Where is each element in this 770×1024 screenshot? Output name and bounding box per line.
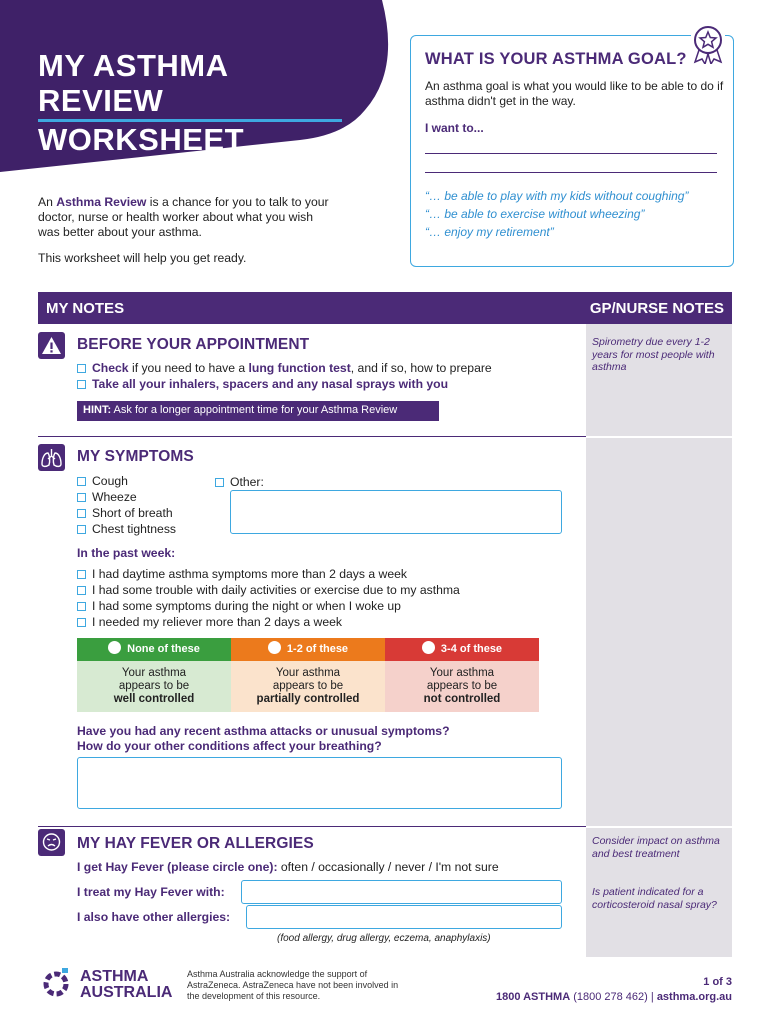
page-title: MY ASTHMA REVIEW WORKSHEET <box>38 48 342 157</box>
warning-icon <box>38 332 65 359</box>
happy-face-icon <box>108 641 121 654</box>
attacks-answer-field[interactable] <box>77 757 562 809</box>
asthma-goal-box <box>410 35 734 267</box>
neutral-face-icon <box>268 641 281 654</box>
footer-acknowledgement: Asthma Australia acknowledge the support of AstraZeneca. AstraZeneca have not been involved in the development of this resource. <box>187 969 399 1001</box>
hayfever-title: MY HAY FEVER OR ALLERGIES <box>77 835 314 852</box>
hayfever-treat-label: I treat my Hay Fever with: <box>77 885 225 899</box>
footer-brand: ASTHMA AUSTRALIA <box>80 968 173 1001</box>
checkbox[interactable] <box>77 380 86 389</box>
checkbox[interactable] <box>77 618 86 627</box>
checkbox[interactable] <box>77 570 86 579</box>
section-divider <box>38 436 586 437</box>
section-divider <box>38 826 586 827</box>
symptom-option[interactable]: Wheeze <box>77 489 137 505</box>
attacks-question-1: Have you had any recent asthma attacks or unusual symptoms? <box>77 724 450 738</box>
footer-contact: 1800 ASTHMA (1800 278 462) | asthma.org.au <box>495 991 732 1003</box>
other-symptoms-field[interactable] <box>230 490 562 534</box>
checklist-item[interactable]: Check if you need to have a lung function test, and if so, how to prepare <box>77 360 492 376</box>
gp-notes-heading: GP/NURSE NOTES <box>589 300 724 317</box>
control-partial: 1-2 of these Your asthma appears to be partially controlled <box>231 638 385 712</box>
checkbox[interactable] <box>215 478 224 487</box>
control-well: None of these Your asthma appears to be well controlled <box>77 638 231 712</box>
allergies-label: I also have other allergies: <box>77 910 231 924</box>
allergy-face-icon <box>38 829 65 856</box>
before-appointment-title: BEFORE YOUR APPOINTMENT <box>77 336 310 353</box>
checkbox[interactable] <box>77 477 86 486</box>
allergies-field[interactable] <box>246 905 562 929</box>
week-item[interactable]: I had some symptoms during the night or when I woke up <box>77 598 401 614</box>
goal-title: WHAT IS YOUR ASTHMA GOAL? <box>425 50 687 68</box>
checkbox[interactable] <box>77 586 86 595</box>
notes-header-bar <box>38 292 732 324</box>
hayfever-frequency[interactable]: I get Hay Fever (please circle one): often / occasionally / never / I'm not sure <box>77 860 499 874</box>
intro-text: An Asthma Review is a chance for you to talk to your doctor, nurse or health worker about what you wish was better about your asthma. <box>38 195 329 239</box>
asthma-australia-logo-icon <box>36 966 76 1002</box>
goal-examples: “… be able to play with my kids without coughing” “… be able to exercise without wheezing” “… enjoy my retirement” <box>425 189 689 239</box>
goal-description: An asthma goal is what you would like to be able to do if asthma didn't get in the way. <box>425 79 724 108</box>
award-star-icon <box>691 24 725 64</box>
gp-note-impact: Consider impact on asthma and best treatment <box>592 835 720 860</box>
checkbox[interactable] <box>77 602 86 611</box>
gp-note-spirometry: Spirometry due every 1-2 years for most people with asthma <box>592 336 715 373</box>
past-week-label: In the past week: <box>77 546 176 560</box>
gp-notes-column[interactable] <box>586 324 732 957</box>
hayfever-treat-field[interactable] <box>241 880 562 904</box>
symptoms-title: MY SYMPTOMS <box>77 448 194 465</box>
intro-text-2: This worksheet will help you get ready. <box>38 251 247 265</box>
hint-banner: HINT: Ask for a longer appointment time for your Asthma Review <box>77 401 439 421</box>
symptom-option[interactable]: Short of breath <box>77 505 173 521</box>
symptom-other-option[interactable]: Other: <box>215 474 264 490</box>
control-not: 3-4 of these Your asthma appears to be not controlled <box>385 638 539 712</box>
gp-divider <box>586 826 732 828</box>
week-item[interactable]: I needed my reliever more than 2 days a week <box>77 614 342 630</box>
checkbox[interactable] <box>77 493 86 502</box>
goal-write-line-1[interactable] <box>425 153 717 154</box>
goal-write-line-2[interactable] <box>425 172 717 173</box>
gp-divider <box>586 436 732 438</box>
lungs-icon <box>38 444 65 471</box>
checkbox[interactable] <box>77 509 86 518</box>
gp-note-nasal: Is patient indicated for a corticosteroid nasal spray? <box>592 886 717 911</box>
symptom-option[interactable]: Cough <box>77 473 128 489</box>
goal-want-label: I want to... <box>425 121 484 135</box>
week-item[interactable]: I had some trouble with daily activities or exercise due to my asthma <box>77 582 460 598</box>
my-notes-heading: MY NOTES <box>46 300 125 317</box>
sad-face-icon <box>422 641 435 654</box>
checkbox[interactable] <box>77 525 86 534</box>
attacks-question-2: How do your other conditions affect your breathing? <box>77 739 382 753</box>
checkbox[interactable] <box>77 364 86 373</box>
symptom-option[interactable]: Chest tightness <box>77 521 176 537</box>
week-item[interactable]: I had daytime asthma symptoms more than 2 days a week <box>77 566 407 582</box>
checklist-item[interactable]: Take all your inhalers, spacers and any nasal sprays with you <box>77 376 448 392</box>
allergies-note: (food allergy, drug allergy, eczema, anaphylaxis) <box>277 933 491 944</box>
page-number: 1 of 3 <box>703 976 732 988</box>
